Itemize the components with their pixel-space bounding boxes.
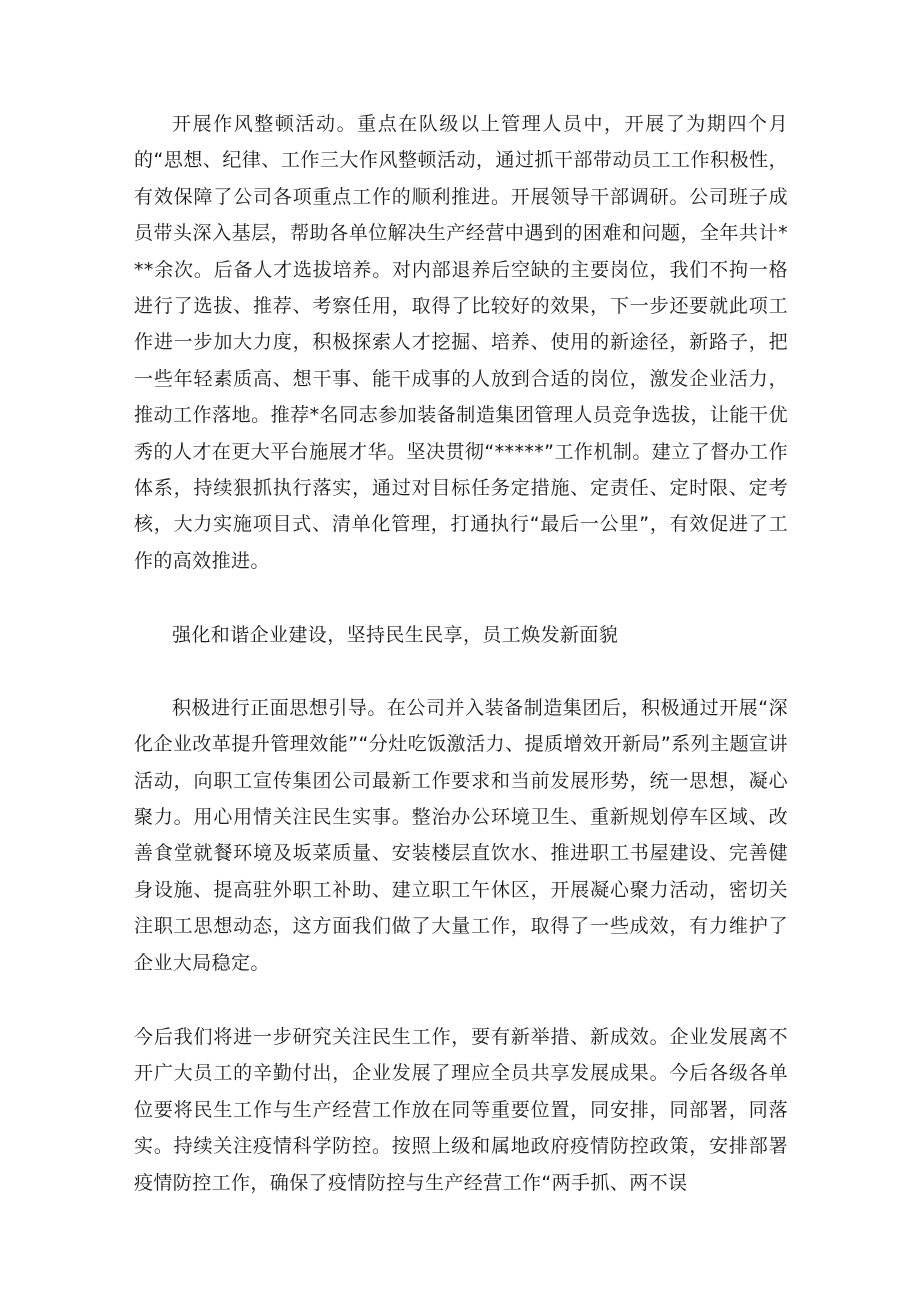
paragraph-spacer bbox=[134, 981, 788, 1019]
paragraph-ideological-guidance: 积极进行正面思想引导。在公司并入装备制造集团后，积极通过开展“深化企业改革提升管理效能”“分灶吃饭激活力、提质增效开新局”系列主题宣讲活动，向职工宣传集团公司最新工作要求和当前发展形势，统一思想，凝心聚力。用心用情关注民生实事。整治办公环境卫生、重新规划停车区域、改善食堂就餐环境及坂菜质量、安装楼层直饮水、推进职工书屋建设、完善健身设施、提高驻外职工补助、建立职工午休区，开展凝心聚力活动，密切关注职工思想动态，这方面我们做了大量工作，取得了一些成效，有力维护了企业大局稳定。 bbox=[134, 696, 788, 974]
paragraph-spacer bbox=[134, 654, 788, 690]
paragraph-future-livelihood-work: 今后我们将进一步研究关注民生工作，要有新举措、新成效。企业发展离不开广大员工的辛勤付出，企业发展了理应全员共享发展成果。今后各级各单位要将民生工作与生产经营工作放在同等重要位置，同安排，同部署，同落实。持续关注疫情科学防控。按照上级和属地政府疫情防控政策，安排部署疫情防控工作，确保了疫情防控与生产经营工作“两手抓、两不误 bbox=[134, 1025, 788, 1194]
section-heading-harmonious-enterprise: 强化和谐企业建设，坚持民生民享，员工焕发新面貌 bbox=[172, 624, 619, 647]
paragraph-work-style-rectification: 开展作风整顿活动。重点在队级以上管理人员中，开展了为期四个月的“思想、纪律、工作三大作风整顿活动，通过抓干部带动员工工作积极性，有效保障了公司各项重点工作的顺利推进。开展领导干部调研。公司班子成员带头深入基层，帮助各单位解决生产经营中遇到的困难和问题，全年共计***余次。后备人才选拔培养。对内部退养后空缺的主要岗位，我们不拘一格进行了选拔、推荐、考察任用，取得了比较好的效果，下一步还要就此项工作进一步加大力度，积极探索人才挖掘、培养、使用的新途径，新路子，把一些年轻素质高、想干事、能干成事的人放到合适的岗位，激发企业活力，推动工作落地。推荐*名同志参加装备制造集团管理人员竞争选拔，让能干优秀的人才在更大平台施展才华。坚决贯彻“*****”工作机制。建立了督办工作体系，持续狠抓执行落实，通过对目标任务定措施、定责任、定时限、定考核，大力实施项目式、清单化管理，打通执行“最后一公里”，有效促进了工作的高效推进。 bbox=[134, 113, 788, 572]
document-body bbox=[134, 106, 788, 1201]
paragraph-spacer bbox=[134, 579, 788, 617]
